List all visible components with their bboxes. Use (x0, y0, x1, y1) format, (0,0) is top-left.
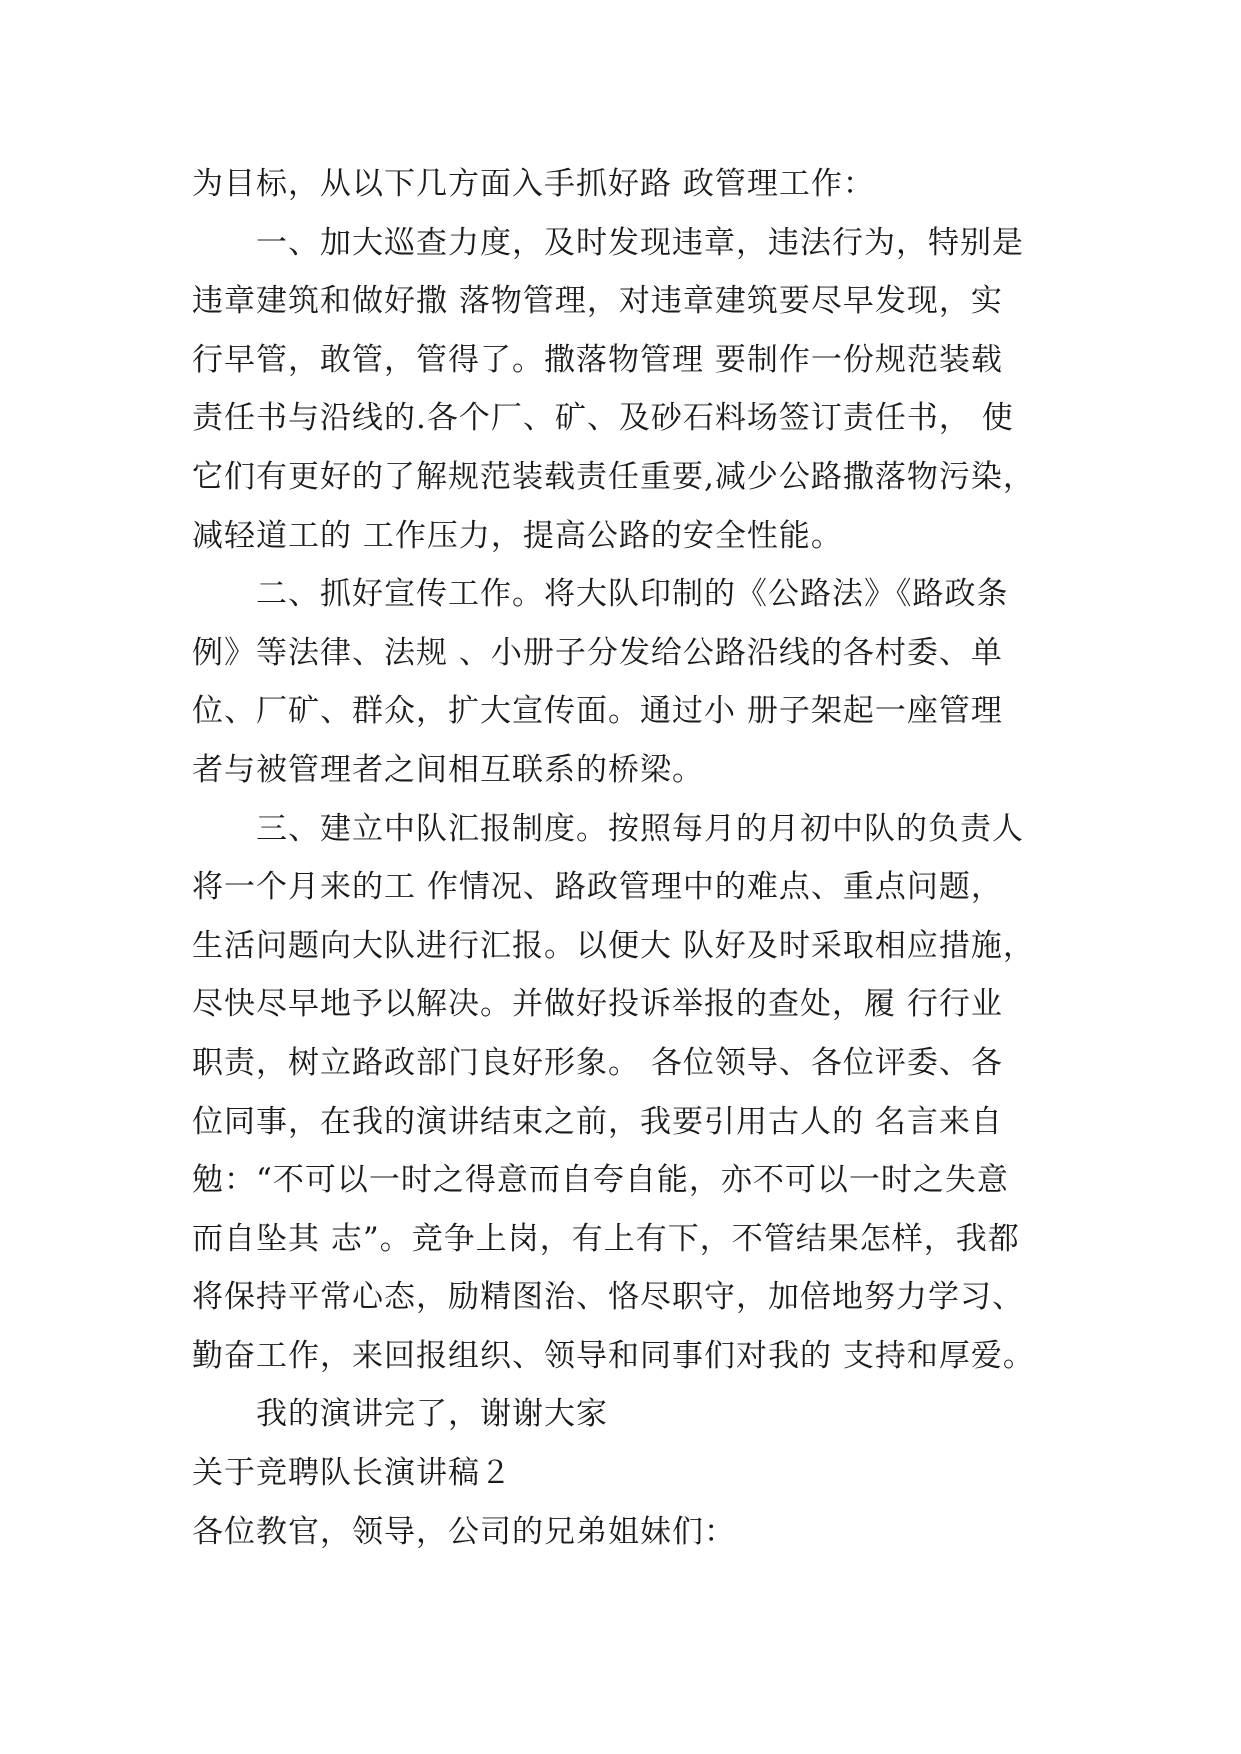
text-line: 例》等法律、法规 、小册子分发给公路沿线的各村委、单 (192, 634, 1003, 671)
text-line: 减轻道工的 工作压力，提高公路的安全性能。 (192, 517, 843, 554)
text-line: 尽快尽早地予以解决。并做好投诉举报的查处，履 行行业 (192, 986, 1003, 1023)
text-line: 违章建筑和做好撒 落物管理，对违章建筑要尽早发现，实 (192, 283, 1003, 320)
text-line: 一、加大巡查力度，及时发现违章，违法行为，特别是 (256, 224, 1024, 261)
text-line: 它们有更好的了解规范装载责任重要,减少公路撒落物污染， (192, 458, 1035, 495)
text-line: 二、抓好宣传工作。将大队印制的《公路法》《路政条 (256, 576, 1009, 613)
text-line: 将保持平常心态，励精图治、恪尽职守，加倍地努力学习、 (192, 1279, 1024, 1316)
text-line: 各位教官，领导，公司的兄弟姐妹们： (192, 1513, 736, 1550)
text-line: 生活问题向大队进行汇报。以便大 队好及时采取相应措施， (192, 927, 1035, 964)
text-line: 而自坠其 志”。竞争上岗，有上有下，不管结果怎样，我都 (192, 1220, 1020, 1257)
text-line: 为目标，从以下几方面入手抓好路 政管理工作： (192, 166, 875, 202)
text-line: 关于竞聘队长演讲稿２ (192, 1455, 512, 1492)
text-line: 行早管，敢管，管得了。撒落物管理 要制作一份规范装载 (192, 341, 1003, 378)
text-line: 职责，树立路政部门良好形象。 各位领导、各位评委、各 (192, 1044, 1003, 1081)
text-line: 位、厂矿、群众，扩大宣传面。通过小 册子架起一座管理 (192, 693, 1003, 730)
text-line: 将一个月来的工 作情况、路政管理中的难点、重点问题， (192, 869, 1003, 906)
text-line: 我的演讲完了，谢谢大家 (256, 1396, 608, 1433)
text-line: 位同事，在我的演讲结束之前，我要引用古人的 名言来自 (192, 1103, 1003, 1140)
text-line: 勉：“不可以一时之得意而自夸自能，亦不可以一时之失意 (192, 1162, 1009, 1199)
text-line: 责任书与沿线的.各个厂、矿、及砂石料场签订责任书， 使 (192, 400, 1014, 437)
text-line: 勤奋工作，来回报组织、领导和同事们对我的 支持和厚爱。 (192, 1337, 1035, 1374)
document-body (192, 155, 1062, 1561)
text-line: 三、建立中队汇报制度。按照每月的月初中队的负责人 (256, 810, 1024, 847)
text-line: 者与被管理者之间相互联系的桥梁。 (192, 751, 704, 788)
